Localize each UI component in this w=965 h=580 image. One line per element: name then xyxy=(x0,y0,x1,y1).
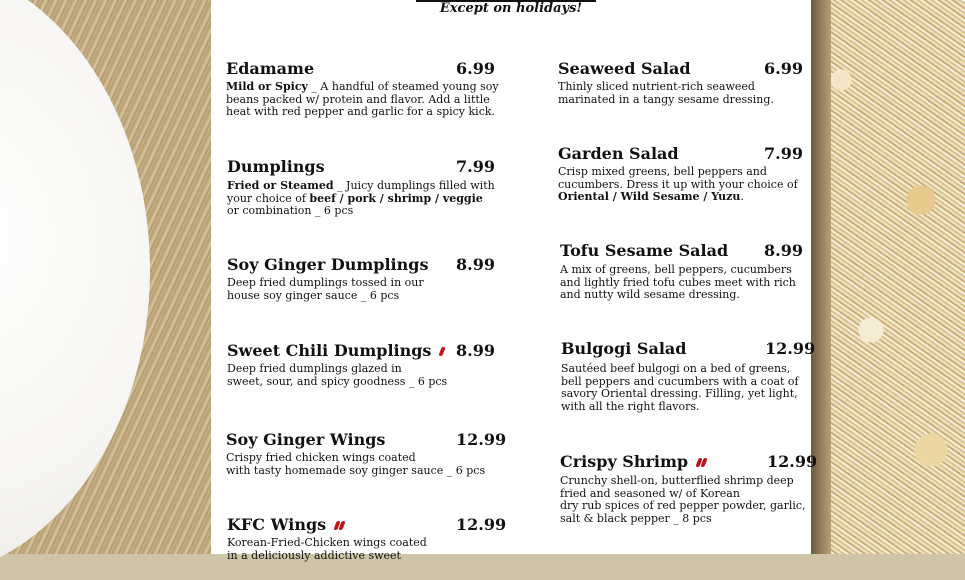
description-line xyxy=(227,550,427,563)
text-run: sweet, sour, and spicy goodness _ 6 pcs xyxy=(227,374,448,388)
chili-pepper-icon xyxy=(334,515,344,534)
item-description xyxy=(226,452,485,477)
text-run: heat with red pepper and garlic for a spicy kick. xyxy=(226,105,496,118)
text-run: . xyxy=(740,190,744,203)
item-price: 12.99 xyxy=(456,430,507,449)
item-price: 12.99 xyxy=(765,339,816,358)
text-run: Crunchy shell-on, butterflied shrimp deep xyxy=(560,474,794,487)
description-line xyxy=(561,401,799,414)
text-run: in a deliciously addictive sweet xyxy=(227,548,401,562)
item-description xyxy=(560,475,806,525)
item-price: 12.99 xyxy=(767,452,818,471)
text-run: Crispy fried chicken wings coated xyxy=(226,451,416,464)
item-description xyxy=(558,166,798,204)
item-description xyxy=(227,277,424,302)
description-line xyxy=(227,376,447,389)
text-run: Deep fried dumplings tossed in our xyxy=(227,276,424,289)
description-line xyxy=(560,289,796,302)
text-run: and lightly fried tofu cubes meet with rich xyxy=(560,275,796,289)
bold-text: beef / pork / shrimp / veggie xyxy=(309,191,483,205)
description-line xyxy=(227,290,424,303)
item-price: 8.99 xyxy=(456,341,495,360)
text-run: bell peppers and cucumbers with a coat of xyxy=(561,374,799,388)
text-run: your choice of xyxy=(227,191,310,205)
item-name: Bulgogi Salad xyxy=(561,339,687,358)
text-run: fried and seasoned w/ of Korean xyxy=(560,486,740,500)
chili-pepper-icon xyxy=(439,347,446,356)
item-name: KFC Wings xyxy=(227,515,344,534)
item-price: 8.99 xyxy=(764,241,803,260)
text-run: Sautéed beef bulgogi on a bed of greens, xyxy=(561,362,791,375)
description-line xyxy=(558,191,798,204)
description-line xyxy=(226,106,499,119)
text-run: Crisp mixed greens, bell peppers and xyxy=(558,165,767,178)
text-run: beans packed w/ protein and flavor. Add a little xyxy=(226,92,490,106)
item-description xyxy=(560,264,796,302)
bold-text: Oriental / Wild Sesame / Yuzu xyxy=(558,190,741,203)
text-run: savory Oriental dressing. Filling, yet light, xyxy=(561,387,798,400)
description-line xyxy=(226,465,485,478)
item-price: 6.99 xyxy=(456,59,495,78)
text-run: and nutty wild sesame dressing. xyxy=(560,288,740,301)
description-line xyxy=(227,205,495,218)
item-description xyxy=(227,537,427,562)
item-name: Crispy Shrimp xyxy=(560,452,706,471)
text-run: _ A handful of steamed young soy xyxy=(307,80,499,93)
item-price: 7.99 xyxy=(456,157,495,176)
text-run: dry rub spices of red pepper powder, garlic, xyxy=(560,499,806,512)
item-name: Edamame xyxy=(226,59,315,78)
item-name: Tofu Sesame Salad xyxy=(560,241,729,260)
item-description xyxy=(226,81,499,119)
noodle-photo xyxy=(811,0,965,554)
item-name: Dumplings xyxy=(227,157,325,176)
text-run: _ Juicy dumplings filled with xyxy=(333,179,495,192)
text-run: or combination _ 6 pcs xyxy=(227,204,354,217)
item-price: 7.99 xyxy=(764,144,803,163)
item-name: Sweet Chili Dumplings xyxy=(227,341,444,360)
text-run: Deep fried dumplings glazed in xyxy=(227,362,402,375)
text-run: Korean-Fried-Chicken wings coated xyxy=(227,536,427,549)
item-price: 8.99 xyxy=(456,255,495,274)
holiday-notice: Except on holidays! xyxy=(439,1,583,16)
item-description xyxy=(558,81,774,106)
bold-text: Fried or Steamed xyxy=(227,179,334,192)
text-run: house soy ginger sauce _ 6 pcs xyxy=(227,288,400,302)
text-run: salt & black pepper _ 8 pcs xyxy=(560,511,712,525)
item-price: 6.99 xyxy=(764,59,803,78)
chili-pepper-icon xyxy=(696,452,706,471)
item-description xyxy=(227,363,447,388)
text-run: marinated in a tangy sesame dressing. xyxy=(558,92,774,106)
bold-text: Mild or Spicy xyxy=(226,80,308,93)
text-run: with tasty homemade soy ginger sauce _ 6 pcs xyxy=(226,463,486,477)
item-name: Soy Ginger Dumplings xyxy=(227,255,429,274)
item-name: Garden Salad xyxy=(558,144,679,163)
item-name: Soy Ginger Wings xyxy=(226,430,386,449)
item-description xyxy=(561,363,799,413)
description-line xyxy=(558,94,774,107)
text-run: with all the right flavors. xyxy=(561,399,700,413)
text-run: cucumbers. Dress it up with your choice of xyxy=(558,177,798,191)
menu-page xyxy=(211,0,818,562)
item-description xyxy=(227,180,495,218)
description-line xyxy=(560,513,806,526)
text-run: Thinly sliced nutrient-rich seaweed xyxy=(558,80,755,93)
item-name: Seaweed Salad xyxy=(558,59,691,78)
item-price: 12.99 xyxy=(456,515,507,534)
text-run: A mix of greens, bell peppers, cucumbers xyxy=(560,263,792,276)
